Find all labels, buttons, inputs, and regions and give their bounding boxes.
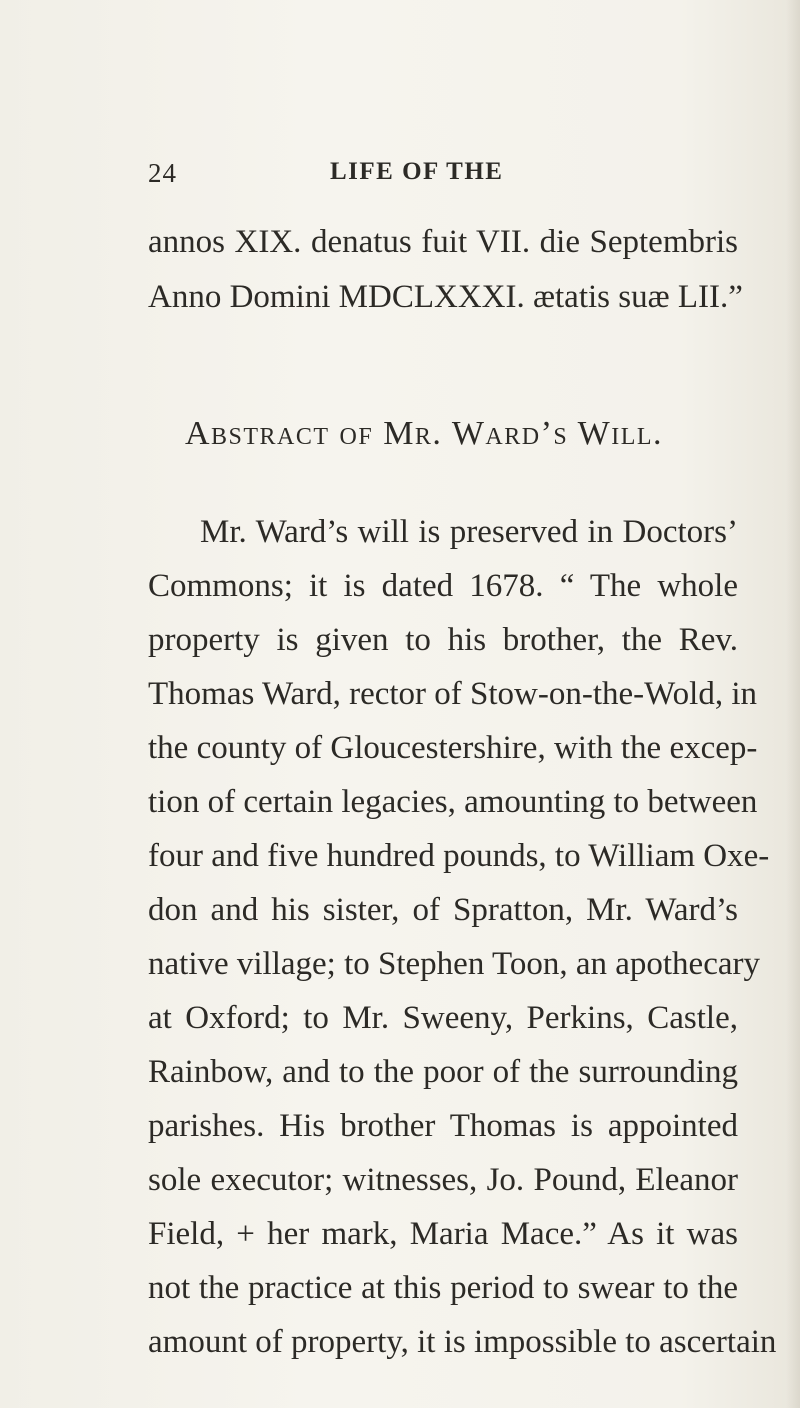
page-edge-shadow xyxy=(786,0,800,1408)
page-number: 24 xyxy=(148,158,177,188)
body-line: not the practice at this period to swear to the xyxy=(148,1270,738,1306)
body-line: Mr. Ward’s will is preserved in Doctors’ xyxy=(200,514,738,550)
body-line: tion of certain legacies, amounting to between xyxy=(148,784,758,820)
body-line: Field, + her mark, Maria Mace.” As it was xyxy=(148,1216,738,1252)
epitaph-line: annos XIX. denatus fuit VII. die Septembris xyxy=(148,224,738,260)
body-line: Commons; it is dated 1678. “ The whole xyxy=(148,568,738,604)
running-title: LIFE OF THE xyxy=(330,158,504,185)
body-line: Thomas Ward, rector of Stow-on-the-Wold, in xyxy=(148,676,758,712)
body-line: Rainbow, and to the poor of the surrounding xyxy=(148,1054,738,1090)
body-line: four and five hundred pounds, to William Oxe- xyxy=(148,838,770,874)
body-line: native village; to Stephen Toon, an apothecary xyxy=(148,946,760,982)
body-line: sole executor; witnesses, Jo. Pound, Eleanor xyxy=(148,1162,738,1198)
body-line: parishes. His brother Thomas is appointed xyxy=(148,1108,738,1144)
body-line: at Oxford; to Mr. Sweeny, Perkins, Castle, xyxy=(148,1000,738,1036)
body-line: property is given to his brother, the Rev. xyxy=(148,622,738,658)
body-line: the county of Gloucestershire, with the excep- xyxy=(148,730,758,766)
body-line: amount of property, it is impossible to ascertain xyxy=(148,1324,777,1360)
running-head xyxy=(148,158,608,198)
section-heading: Abstract of Mr. Ward’s Will. xyxy=(184,415,664,452)
body-line: don and his sister, of Spratton, Mr. Ward’s xyxy=(148,892,738,928)
epitaph-line: Anno Domini MDCLXXXI. ætatis suæ LII.” xyxy=(148,279,743,315)
